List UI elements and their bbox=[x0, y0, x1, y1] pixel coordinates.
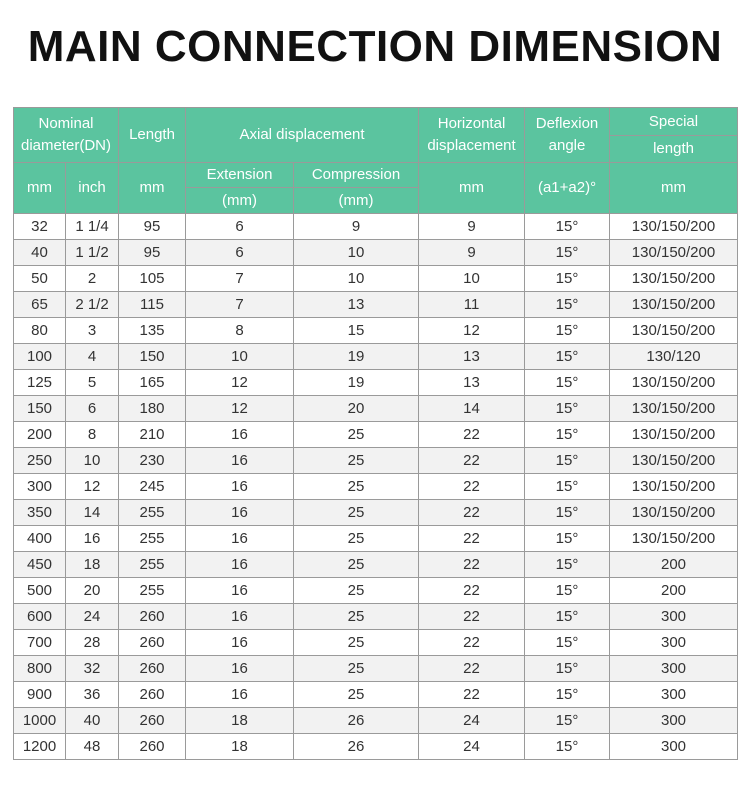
table-row bbox=[14, 552, 738, 578]
table-cell: 255 bbox=[119, 500, 186, 526]
table-cell: 1 1/4 bbox=[66, 214, 119, 240]
table-cell: 22 bbox=[419, 578, 525, 604]
table-row bbox=[14, 370, 738, 396]
table-cell: 2 bbox=[66, 266, 119, 292]
table-cell: 16 bbox=[186, 526, 294, 552]
table-cell: 18 bbox=[186, 708, 294, 734]
table-cell: 250 bbox=[14, 448, 66, 474]
table-cell: 22 bbox=[419, 682, 525, 708]
table-cell: 300 bbox=[610, 734, 738, 760]
table-cell: 6 bbox=[66, 396, 119, 422]
header-extension: Extension (mm) bbox=[186, 163, 294, 214]
table-cell: 25 bbox=[294, 448, 419, 474]
table-row bbox=[14, 526, 738, 552]
table-cell: 100 bbox=[14, 344, 66, 370]
table-cell: 13 bbox=[294, 292, 419, 318]
header-special-length: Special length bbox=[610, 108, 738, 163]
table-cell: 16 bbox=[186, 500, 294, 526]
table-cell: 15 bbox=[294, 318, 419, 344]
table-row bbox=[14, 656, 738, 682]
table-cell: 130/150/200 bbox=[610, 396, 738, 422]
table-cell: 20 bbox=[66, 578, 119, 604]
table-cell: 15° bbox=[525, 292, 610, 318]
table-row bbox=[14, 682, 738, 708]
table-cell: 2 1/2 bbox=[66, 292, 119, 318]
table-cell: 20 bbox=[294, 396, 419, 422]
header-unit-inch: inch bbox=[66, 163, 119, 214]
table-cell: 12 bbox=[419, 318, 525, 344]
table-cell: 260 bbox=[119, 682, 186, 708]
table-cell: 12 bbox=[186, 370, 294, 396]
table-cell: 40 bbox=[66, 708, 119, 734]
table-row bbox=[14, 630, 738, 656]
header-horizontal-unit: mm bbox=[419, 163, 525, 214]
table-cell: 12 bbox=[186, 396, 294, 422]
table-cell: 10 bbox=[294, 266, 419, 292]
table-cell: 16 bbox=[186, 682, 294, 708]
table-cell: 18 bbox=[66, 552, 119, 578]
header-special-unit: mm bbox=[610, 163, 738, 214]
table-cell: 15° bbox=[525, 734, 610, 760]
table-cell: 4 bbox=[66, 344, 119, 370]
table-cell: 130/150/200 bbox=[610, 318, 738, 344]
table-cell: 6 bbox=[186, 240, 294, 266]
table-cell: 130/150/200 bbox=[610, 422, 738, 448]
table-cell: 13 bbox=[419, 344, 525, 370]
table-cell: 1000 bbox=[14, 708, 66, 734]
table-cell: 25 bbox=[294, 500, 419, 526]
table-cell: 10 bbox=[294, 240, 419, 266]
table-cell: 48 bbox=[66, 734, 119, 760]
table-cell: 300 bbox=[610, 708, 738, 734]
table-cell: 22 bbox=[419, 604, 525, 630]
table-cell: 9 bbox=[419, 214, 525, 240]
table-cell: 25 bbox=[294, 474, 419, 500]
table-cell: 260 bbox=[119, 604, 186, 630]
table-cell: 15° bbox=[525, 448, 610, 474]
table-row bbox=[14, 344, 738, 370]
header-unit-mm: mm bbox=[14, 163, 66, 214]
table-cell: 24 bbox=[419, 708, 525, 734]
table-cell: 7 bbox=[186, 266, 294, 292]
page-title: MAIN CONNECTION DIMENSION bbox=[27, 22, 723, 71]
header-length: Length bbox=[119, 108, 186, 163]
table-cell: 25 bbox=[294, 578, 419, 604]
table-cell: 1200 bbox=[14, 734, 66, 760]
table-cell: 14 bbox=[419, 396, 525, 422]
table-cell: 16 bbox=[186, 474, 294, 500]
table-cell: 130/150/200 bbox=[610, 240, 738, 266]
table-cell: 15° bbox=[525, 240, 610, 266]
table-cell: 22 bbox=[419, 448, 525, 474]
table-cell: 800 bbox=[14, 656, 66, 682]
table-cell: 260 bbox=[119, 734, 186, 760]
table-cell: 16 bbox=[186, 578, 294, 604]
table-cell: 3 bbox=[66, 318, 119, 344]
table-cell: 700 bbox=[14, 630, 66, 656]
header-deflexion-unit: (a1+a2)° bbox=[525, 163, 610, 214]
table-cell: 15° bbox=[525, 344, 610, 370]
table-cell: 32 bbox=[66, 656, 119, 682]
table-cell: 22 bbox=[419, 474, 525, 500]
table-cell: 130/150/200 bbox=[610, 266, 738, 292]
table-cell: 15° bbox=[525, 500, 610, 526]
table-cell: 245 bbox=[119, 474, 186, 500]
header-axial-displacement: Axial displacement bbox=[186, 108, 419, 163]
table-cell: 65 bbox=[14, 292, 66, 318]
header-horizontal-displacement: Horizontal displacement bbox=[419, 108, 525, 163]
table-cell: 255 bbox=[119, 578, 186, 604]
table-cell: 500 bbox=[14, 578, 66, 604]
table-cell: 130/150/200 bbox=[610, 292, 738, 318]
table-cell: 16 bbox=[66, 526, 119, 552]
table-cell: 95 bbox=[119, 240, 186, 266]
header-nominal-diameter: Nominal diameter(DN) bbox=[14, 108, 119, 163]
table-cell: 900 bbox=[14, 682, 66, 708]
table-cell: 125 bbox=[14, 370, 66, 396]
table-cell: 450 bbox=[14, 552, 66, 578]
table-cell: 8 bbox=[66, 422, 119, 448]
table-cell: 130/150/200 bbox=[610, 500, 738, 526]
table-cell: 12 bbox=[66, 474, 119, 500]
table-cell: 25 bbox=[294, 682, 419, 708]
table-cell: 15° bbox=[525, 708, 610, 734]
table-cell: 25 bbox=[294, 526, 419, 552]
table-cell: 15° bbox=[525, 396, 610, 422]
table-cell: 300 bbox=[610, 656, 738, 682]
table-cell: 130/150/200 bbox=[610, 526, 738, 552]
table-row bbox=[14, 578, 738, 604]
table-cell: 25 bbox=[294, 604, 419, 630]
table-cell: 36 bbox=[66, 682, 119, 708]
table-cell: 95 bbox=[119, 214, 186, 240]
table-row bbox=[14, 448, 738, 474]
table-cell: 130/150/200 bbox=[610, 474, 738, 500]
table-cell: 15° bbox=[525, 578, 610, 604]
table-cell: 15° bbox=[525, 682, 610, 708]
table-cell: 25 bbox=[294, 422, 419, 448]
table-cell: 28 bbox=[66, 630, 119, 656]
table-cell: 9 bbox=[294, 214, 419, 240]
table-cell: 200 bbox=[610, 578, 738, 604]
table-cell: 260 bbox=[119, 708, 186, 734]
header-deflexion-angle: Deflexion angle bbox=[525, 108, 610, 163]
table-row bbox=[14, 292, 738, 318]
table-cell: 15° bbox=[525, 552, 610, 578]
table-cell: 15° bbox=[525, 422, 610, 448]
table-cell: 15° bbox=[525, 474, 610, 500]
table-cell: 22 bbox=[419, 500, 525, 526]
table-cell: 200 bbox=[610, 552, 738, 578]
table-cell: 24 bbox=[66, 604, 119, 630]
table-cell: 400 bbox=[14, 526, 66, 552]
table-cell: 210 bbox=[119, 422, 186, 448]
table-cell: 16 bbox=[186, 630, 294, 656]
table-cell: 16 bbox=[186, 448, 294, 474]
table-cell: 15° bbox=[525, 214, 610, 240]
table-cell: 300 bbox=[610, 604, 738, 630]
dimension-table bbox=[13, 107, 738, 760]
table-cell: 15° bbox=[525, 656, 610, 682]
table-cell: 115 bbox=[119, 292, 186, 318]
table-cell: 26 bbox=[294, 734, 419, 760]
table-cell: 15° bbox=[525, 370, 610, 396]
table-cell: 260 bbox=[119, 656, 186, 682]
table-cell: 18 bbox=[186, 734, 294, 760]
table-cell: 13 bbox=[419, 370, 525, 396]
table-cell: 135 bbox=[119, 318, 186, 344]
table-cell: 26 bbox=[294, 708, 419, 734]
table-row bbox=[14, 396, 738, 422]
table-cell: 15° bbox=[525, 604, 610, 630]
table-cell: 22 bbox=[419, 552, 525, 578]
table-cell: 260 bbox=[119, 630, 186, 656]
table-cell: 16 bbox=[186, 604, 294, 630]
table-row bbox=[14, 318, 738, 344]
table-cell: 255 bbox=[119, 526, 186, 552]
table-row bbox=[14, 734, 738, 760]
table-cell: 300 bbox=[14, 474, 66, 500]
table-cell: 130/120 bbox=[610, 344, 738, 370]
table-row bbox=[14, 474, 738, 500]
table-row bbox=[14, 266, 738, 292]
table-cell: 5 bbox=[66, 370, 119, 396]
table-row bbox=[14, 240, 738, 266]
table-cell: 230 bbox=[119, 448, 186, 474]
table-cell: 25 bbox=[294, 552, 419, 578]
table-cell: 10 bbox=[186, 344, 294, 370]
table-header bbox=[14, 108, 738, 214]
table-cell: 25 bbox=[294, 630, 419, 656]
table-cell: 16 bbox=[186, 422, 294, 448]
table-cell: 1 1/2 bbox=[66, 240, 119, 266]
table-row bbox=[14, 708, 738, 734]
table-cell: 24 bbox=[419, 734, 525, 760]
table-cell: 300 bbox=[610, 682, 738, 708]
table-cell: 150 bbox=[14, 396, 66, 422]
table-cell: 150 bbox=[119, 344, 186, 370]
table-cell: 300 bbox=[610, 630, 738, 656]
table-cell: 15° bbox=[525, 630, 610, 656]
header-compression: Compression (mm) bbox=[294, 163, 419, 214]
table-cell: 15° bbox=[525, 266, 610, 292]
table-cell: 19 bbox=[294, 370, 419, 396]
table-cell: 10 bbox=[419, 266, 525, 292]
table-cell: 80 bbox=[14, 318, 66, 344]
table-cell: 15° bbox=[525, 318, 610, 344]
table-cell: 7 bbox=[186, 292, 294, 318]
table-body bbox=[14, 214, 738, 760]
table-cell: 105 bbox=[119, 266, 186, 292]
table-cell: 165 bbox=[119, 370, 186, 396]
table-cell: 9 bbox=[419, 240, 525, 266]
table-row bbox=[14, 214, 738, 240]
table-cell: 11 bbox=[419, 292, 525, 318]
table-cell: 22 bbox=[419, 526, 525, 552]
table-cell: 16 bbox=[186, 656, 294, 682]
table-cell: 19 bbox=[294, 344, 419, 370]
table-cell: 16 bbox=[186, 552, 294, 578]
table-row bbox=[14, 604, 738, 630]
table-cell: 50 bbox=[14, 266, 66, 292]
table-row bbox=[14, 422, 738, 448]
table-cell: 22 bbox=[419, 656, 525, 682]
table-cell: 6 bbox=[186, 214, 294, 240]
table-cell: 350 bbox=[14, 500, 66, 526]
table-cell: 22 bbox=[419, 630, 525, 656]
table-cell: 130/150/200 bbox=[610, 214, 738, 240]
table-cell: 14 bbox=[66, 500, 119, 526]
table-cell: 22 bbox=[419, 422, 525, 448]
table-cell: 40 bbox=[14, 240, 66, 266]
table-cell: 10 bbox=[66, 448, 119, 474]
table-row bbox=[14, 500, 738, 526]
table-cell: 8 bbox=[186, 318, 294, 344]
table-cell: 180 bbox=[119, 396, 186, 422]
table-cell: 130/150/200 bbox=[610, 448, 738, 474]
table-cell: 200 bbox=[14, 422, 66, 448]
table-cell: 255 bbox=[119, 552, 186, 578]
table-cell: 130/150/200 bbox=[610, 370, 738, 396]
table-cell: 600 bbox=[14, 604, 66, 630]
table-cell: 15° bbox=[525, 526, 610, 552]
header-length-unit: mm bbox=[119, 163, 186, 214]
table-cell: 25 bbox=[294, 656, 419, 682]
table-cell: 32 bbox=[14, 214, 66, 240]
